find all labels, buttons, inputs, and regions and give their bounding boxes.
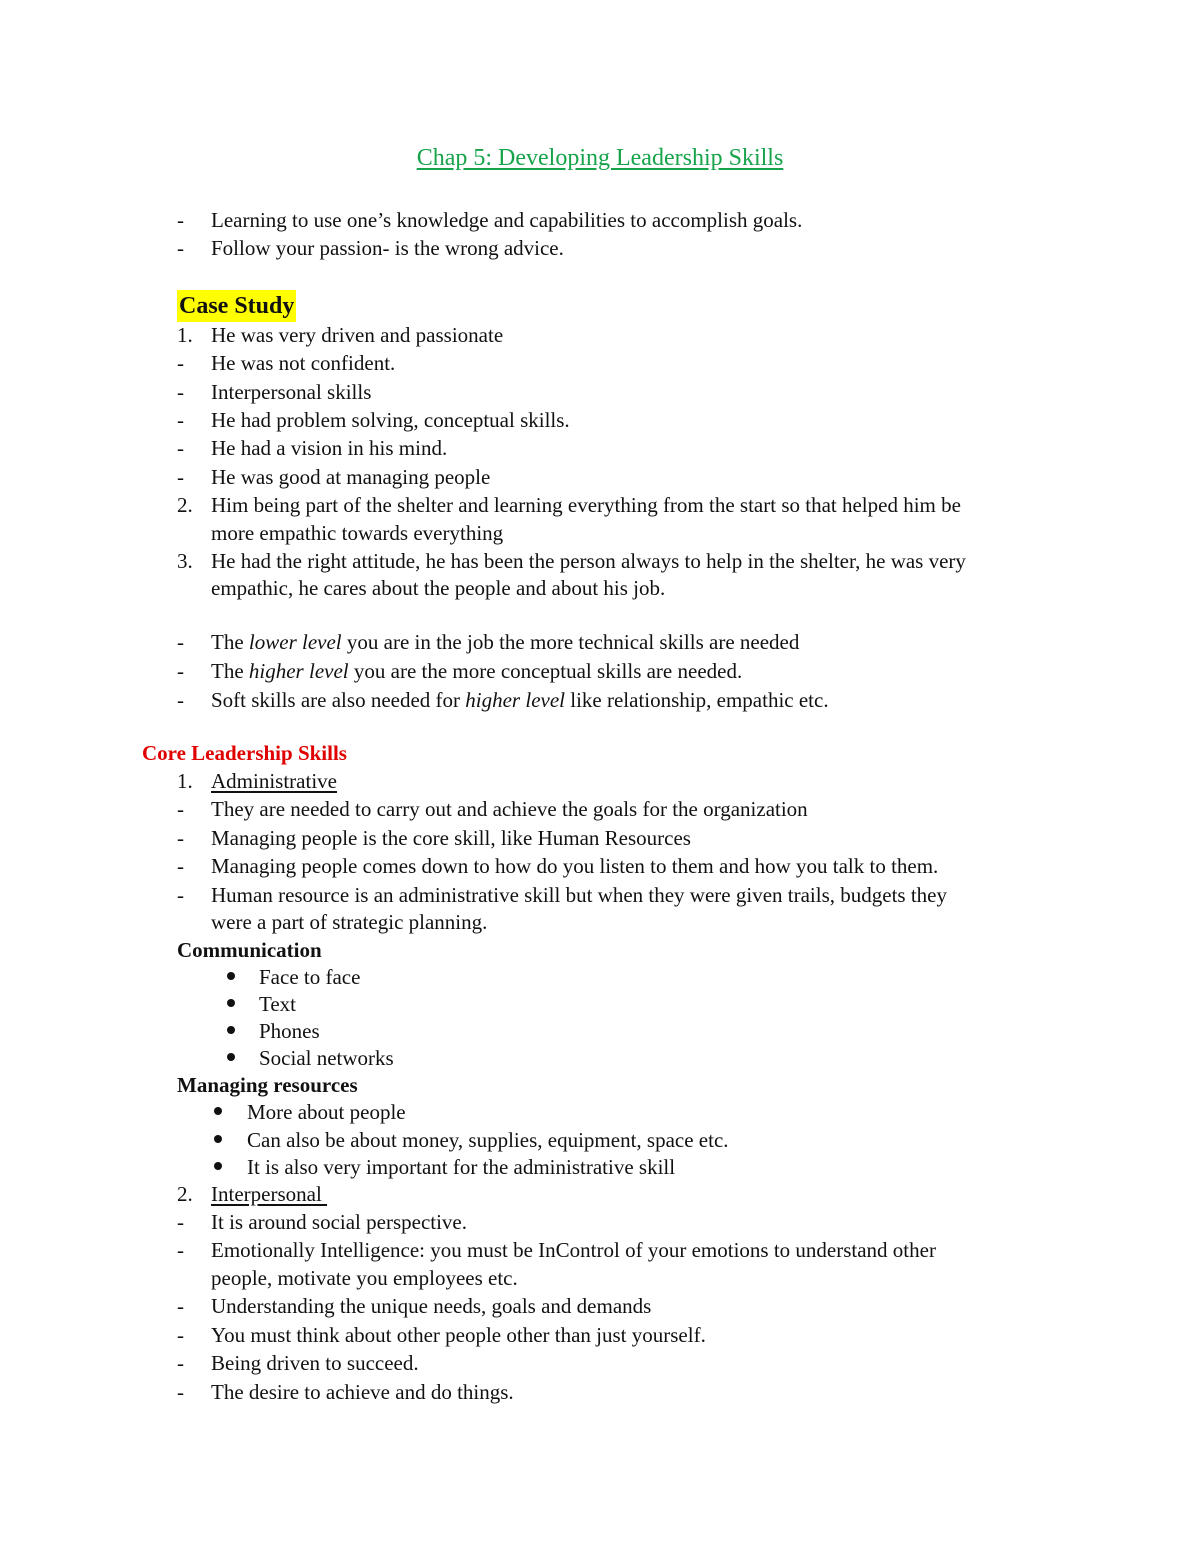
list-item-text: Human resource is an administrative skill but when they were given trails, budgets they: [211, 883, 947, 907]
dash-marker: -: [177, 630, 184, 654]
dash-marker: -: [177, 436, 184, 460]
dash-marker: -: [177, 351, 184, 375]
case-study-heading: Case Study: [177, 290, 296, 322]
page-title-text: Chap 5: Developing Leadership Skills: [416, 145, 784, 171]
bullet-item-text: More about people: [247, 1100, 406, 1124]
dash-marker: -: [177, 797, 184, 821]
dash-marker: -: [177, 465, 184, 489]
emphasis: lower level: [248, 630, 342, 654]
bullet-item-text: Face to face: [259, 965, 361, 989]
dash-marker: -: [177, 1351, 184, 1375]
list-item-text: The higher level you are the more conceptual skills are needed.: [211, 659, 743, 683]
dash-marker: -: [177, 1380, 184, 1404]
dash-marker: -: [177, 854, 184, 878]
list-item-text: Interpersonal skills: [211, 380, 372, 404]
number-marker: 2.: [177, 1182, 193, 1206]
list-item-text: You must think about other people other than just yourself.: [211, 1323, 706, 1347]
list-item-text: Emotionally Intelligence: you must be InControl of your emotions to understand other: [211, 1238, 936, 1262]
list-item-text: Soft skills are also needed for higher level like relationship, empathic etc.: [211, 688, 829, 712]
dash-marker: -: [177, 826, 184, 850]
emphasis: higher level: [248, 659, 349, 683]
bullet-item-text: Phones: [259, 1019, 320, 1043]
bullet-dot: [214, 1162, 222, 1170]
bullet-item-text: Text: [259, 992, 297, 1016]
dash-marker: -: [177, 380, 184, 404]
managing-resources-heading: Managing resources: [177, 1073, 358, 1097]
list-item-text: It is around social perspective.: [211, 1210, 467, 1234]
dash-marker: -: [177, 1210, 184, 1234]
bullet-item-text: It is also very important for the administrative skill: [247, 1155, 676, 1179]
bullet-dot: [227, 972, 235, 980]
list-item-text: He had problem solving, conceptual skills.: [211, 408, 570, 432]
list-item-text: They are needed to carry out and achieve the goals for the organization: [211, 797, 808, 821]
bullet-dot: [214, 1107, 222, 1115]
numbered-item-text: Him being part of the shelter and learning everything from the start so that helped him be: [211, 493, 961, 517]
bullet-dot: [227, 1053, 235, 1061]
dash-marker: -: [177, 408, 184, 432]
dash-marker: -: [177, 1294, 184, 1318]
numbered-item-text: He was very driven and passionate: [211, 323, 504, 347]
number-marker: 1.: [177, 769, 193, 793]
intro-item-text: Follow your passion- is the wrong advice.: [211, 236, 564, 260]
list-item-text: Understanding the unique needs, goals and demands: [211, 1294, 652, 1318]
communication-heading: Communication: [177, 938, 322, 962]
page-title: [0, 142, 1200, 174]
dash-marker: -: [177, 1238, 184, 1262]
list-item-text: He had a vision in his mind.: [211, 436, 448, 460]
bullet-item-text: Social networks: [259, 1046, 394, 1070]
core-skills-heading: Core Leadership Skills: [142, 741, 347, 765]
intro-item-text: Learning to use one’s knowledge and capabilities to accomplish goals.: [211, 208, 803, 232]
numbered-item-text: more empathic towards everything: [211, 521, 504, 545]
list-item-text: Being driven to succeed.: [211, 1351, 419, 1375]
dash-marker: -: [177, 688, 184, 712]
numbered-item-text: He had the right attitude, he has been the person always to help in the shelter, he was very: [211, 549, 966, 573]
list-item-text: The desire to achieve and do things.: [211, 1380, 514, 1404]
number-marker: 2.: [177, 493, 193, 517]
dash-marker: -: [177, 208, 184, 232]
list-item-text: Managing people is the core skill, like Human Resources: [211, 826, 691, 850]
bullet-dot: [227, 999, 235, 1007]
dash-marker: -: [177, 1323, 184, 1347]
dash-marker: -: [177, 236, 184, 260]
list-item-text: The lower level you are in the job the more technical skills are needed: [211, 630, 800, 654]
bullet-dot: [227, 1026, 235, 1034]
dash-marker: -: [177, 883, 184, 907]
number-marker: 3.: [177, 549, 193, 573]
bullet-dot: [214, 1135, 222, 1143]
bullet-item-text: Can also be about money, supplies, equipment, space etc.: [247, 1128, 729, 1152]
emphasis: higher level: [465, 688, 565, 712]
list-item-text: He was good at managing people: [211, 465, 491, 489]
number-marker: 1.: [177, 323, 193, 347]
dash-marker: -: [177, 659, 184, 683]
list-item-text: Managing people comes down to how do you listen to them and how you talk to them.: [211, 854, 939, 878]
administrative-title: Administrative: [211, 769, 337, 793]
list-item-text: were a part of strategic planning.: [211, 910, 488, 934]
numbered-item-text: empathic, he cares about the people and about his job.: [211, 576, 666, 600]
list-item-text: people, motivate you employees etc.: [211, 1266, 518, 1290]
list-item-text: He was not confident.: [211, 351, 396, 375]
interpersonal-title: Interpersonal: [211, 1182, 328, 1206]
